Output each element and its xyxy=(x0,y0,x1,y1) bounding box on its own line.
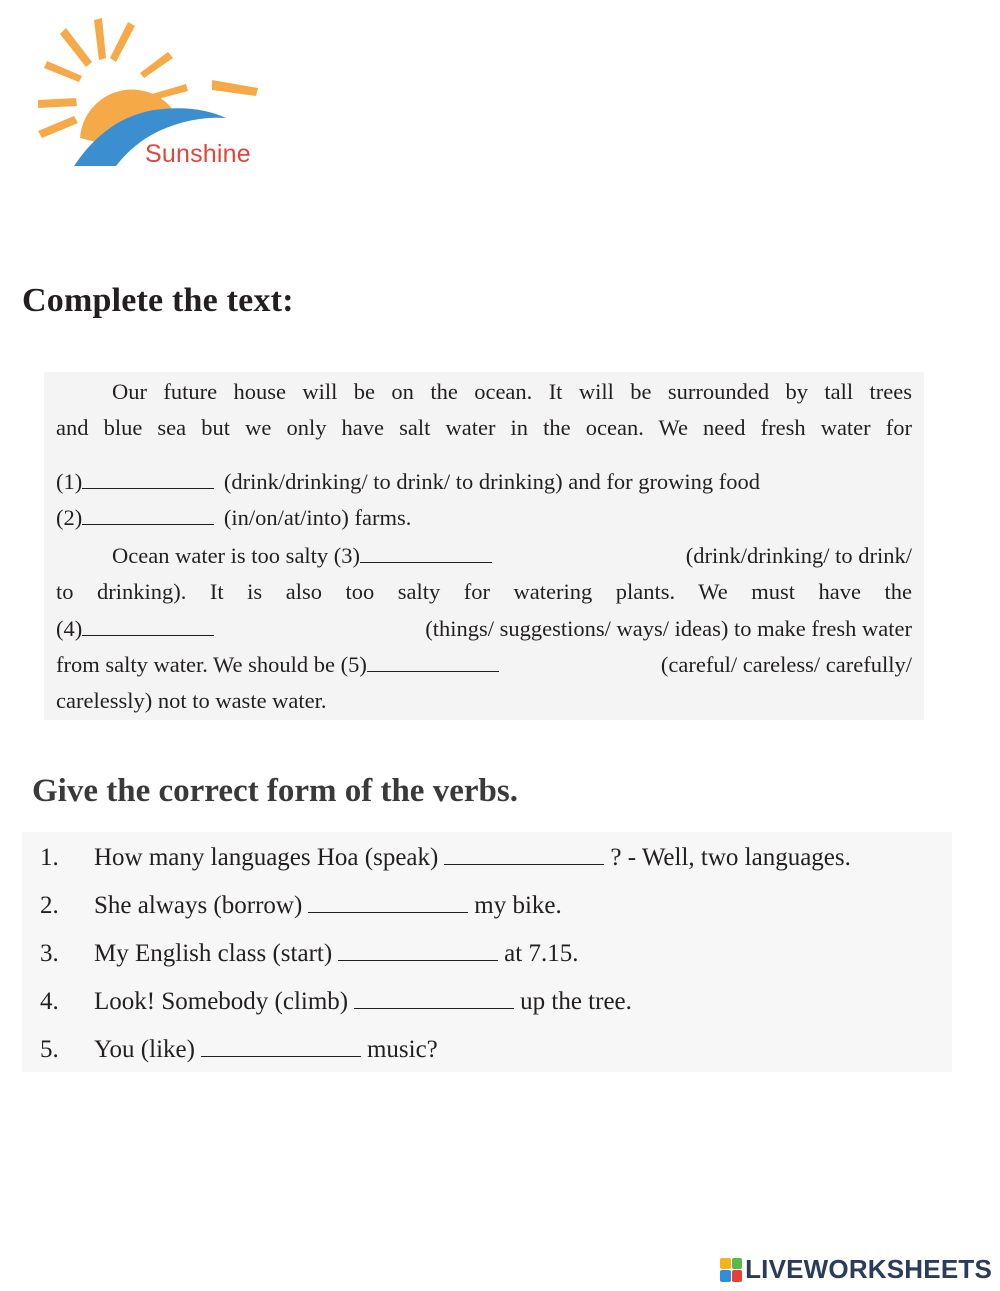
blank-1-input[interactable] xyxy=(82,472,214,489)
passage-line: Our future house will be on the ocean. It will be surrounded by tall trees xyxy=(112,379,912,404)
passage-box xyxy=(44,372,924,720)
liveworksheets-footer[interactable] xyxy=(720,1254,992,1285)
item-text: at 7.15. xyxy=(504,940,579,967)
passage-line xyxy=(56,504,912,532)
item-number: 3. xyxy=(40,940,59,967)
item-number: 1. xyxy=(40,844,59,871)
passage-line: to drinking). It is also too salty for watering plants. We must have the xyxy=(56,579,912,604)
liveworksheets-logo-icon xyxy=(720,1258,742,1282)
verbs-list xyxy=(22,832,952,1072)
options-text: (drink/drinking/ to drink/ to drinking) and for growing food xyxy=(223,469,761,494)
verb-blank-4-input[interactable] xyxy=(354,990,514,1009)
passage-line xyxy=(56,542,912,570)
item-text: my bike. xyxy=(474,892,562,919)
verb-blank-3-input[interactable] xyxy=(338,942,498,961)
item-number: 4. xyxy=(40,988,59,1015)
item-text: music? xyxy=(366,1036,438,1063)
options-text: (things/ suggestions/ ways/ ideas) to make fresh water xyxy=(425,616,912,641)
list-item xyxy=(40,844,851,872)
list-item xyxy=(40,892,562,920)
blank-5-input[interactable] xyxy=(367,655,499,672)
blank-number: (4) xyxy=(56,616,83,641)
list-item xyxy=(40,940,578,968)
passage-line: and blue sea but we only have salt water in the ocean. We need fresh water for xyxy=(56,415,912,440)
item-text: My English class (start) xyxy=(94,940,333,967)
passage-line xyxy=(56,468,912,496)
item-text: How many languages Hoa (speak) xyxy=(94,844,439,871)
item-text: You (like) xyxy=(94,1036,195,1063)
options-text: (in/on/at/into) farms. xyxy=(223,505,412,530)
options-text: (drink/drinking/ to drink/ xyxy=(685,543,912,568)
list-item xyxy=(40,1036,438,1064)
passage-line xyxy=(56,651,912,679)
item-text: up the tree. xyxy=(520,988,632,1015)
logo-text: Sunshine xyxy=(145,140,251,168)
blank-number: (1) xyxy=(56,469,83,494)
item-text: She always (borrow) xyxy=(94,892,303,919)
passage-text: from salty water. We should be (5) xyxy=(56,652,367,677)
item-text: Look! Somebody (climb) xyxy=(94,988,349,1015)
list-item xyxy=(40,988,632,1016)
verb-blank-5-input[interactable] xyxy=(201,1038,361,1057)
section-title-complete-text: Complete the text: xyxy=(22,282,294,319)
blank-3-input[interactable] xyxy=(360,546,492,563)
verb-blank-1-input[interactable] xyxy=(444,846,604,865)
passage-line xyxy=(56,615,912,643)
item-text: ? - Well, two languages. xyxy=(610,844,851,871)
passage-text: Ocean water is too salty (3) xyxy=(112,543,361,568)
blank-4-input[interactable] xyxy=(82,619,214,636)
item-number: 2. xyxy=(40,892,59,919)
options-text: (careful/ careless/ carefully/ xyxy=(660,652,912,677)
section-title-verbs: Give the correct form of the verbs. xyxy=(32,773,518,809)
blank-2-input[interactable] xyxy=(82,508,214,525)
item-number: 5. xyxy=(40,1036,59,1063)
blank-number: (2) xyxy=(56,505,83,530)
footer-brand-text: LIVEWORKSHEETS xyxy=(745,1254,992,1284)
verb-blank-2-input[interactable] xyxy=(308,894,468,913)
passage-line: carelessly) not to waste water. xyxy=(56,688,327,713)
